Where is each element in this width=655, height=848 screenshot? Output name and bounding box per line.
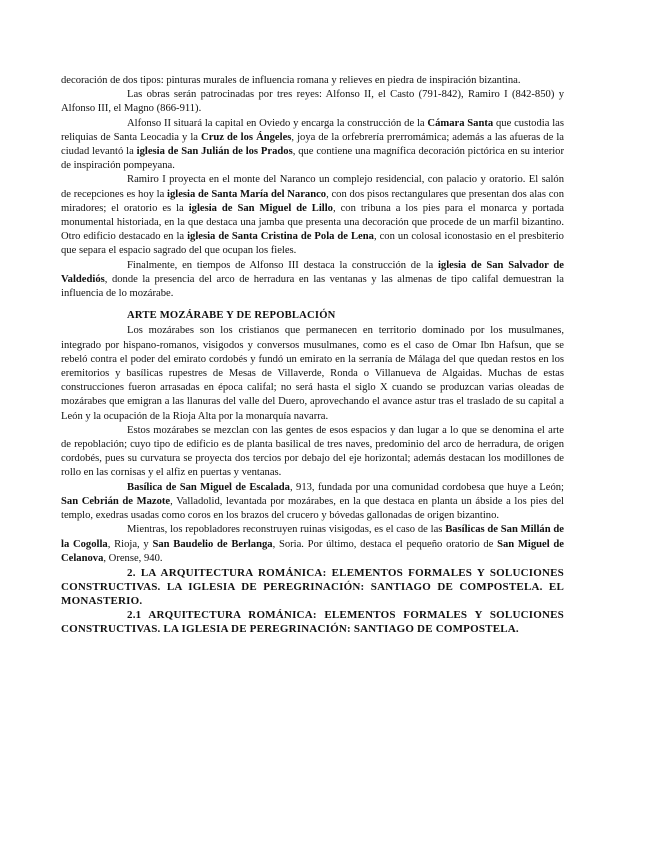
subsection-heading-2-1: 2.1 ARQUITECTURA ROMÁNICA: ELEMENTOS FORMALES Y SOLUCIONES CONSTRUCTIVAS. LA IGLESIA DE PEREGRINACIÓN: SANTIAGO DE COMPOSTELA. — [61, 608, 564, 635]
paragraph — [61, 74, 564, 88]
bold-term: Basílica de San Miguel de Escalada — [127, 481, 290, 493]
text-run: , donde la presencia del arco de herradura en las ventanas y las almenas de tipo califal demuestran la influencia de lo mozárabe. — [61, 273, 564, 300]
text-run: , con tribuna a los pies para el monarca y portada monumental historiada, en la que destaca una jamba que presenta una decoración que procede de un marfil bizantino. Otro edificio destacado en la — [61, 202, 564, 243]
text-run: que custodia las reliquias de Santa Leocadia y la — [61, 117, 564, 143]
bold-term: San Cebrián de Mazote — [61, 495, 171, 507]
text-run: , Orense, 940. — [103, 552, 163, 564]
text-run: , Soria. Por último, destaca el pequeño oratorio de — [272, 538, 498, 550]
section-heading-romanica: 2. LA ARQUITECTURA ROMÁNICA: ELEMENTOS FORMALES Y SOLUCIONES CONSTRUCTIVAS. LA IGLESIA DE PEREGRINACIÓN: SANTIAGO DE COMPOSTELA. EL MONASTERIO. — [61, 566, 564, 607]
bold-term: Cruz de los Ángeles — [201, 131, 292, 143]
text-run: , que contiene una magnífica decoración pictórica en su interior de inspiración pompeyana. — [61, 146, 564, 172]
paragraph — [61, 173, 564, 258]
text-run: , con un colosal iconostasio en el presbiterio que separa el espacio sagrado del que ocupan los fieles. — [61, 231, 564, 257]
document-page — [61, 74, 564, 636]
paragraph — [61, 88, 564, 116]
paragraph — [61, 259, 564, 302]
bold-term: iglesia de Santa Cristina de Pola de Lena — [187, 231, 374, 243]
text-run: Estos mozárabes se mezclan con las gentes de esos espacios y dan lugar a lo que se denomina el arte de repoblación; cuyo tipo de edificio es de planta basilical de tres naves, predominio del arco de herradura, de origen cordobés, pues su curvatura se proyecta dos tercios por debajo del eje horizontal; además destacan los modillones de rollo en las cornisas y el alfiz en puertas y ventanas. — [61, 424, 564, 479]
bold-term: San Baudelio de Berlanga — [152, 538, 273, 550]
text-run: , joya de la orfebrería prerromámica; además a las afueras de la ciudad levantó la — [61, 131, 564, 158]
paragraph — [61, 324, 564, 423]
paragraph — [61, 424, 564, 481]
text-run: Ramiro I proyecta en el monte del Naranco un complejo residencial, con palacio y oratorio. El salón de recepciones es hoy la — [61, 174, 564, 200]
intro-paragraphs — [61, 74, 564, 301]
text-run: Las obras serán patrocinadas por tres reyes: Alfonso II, el Casto (791-842), Ramiro I (842-850) y Alfonso III, el Magno (866-911). — [61, 89, 564, 115]
text-run: , 913, fundada por una comunidad cordobesa que huye a León; — [289, 481, 564, 493]
text-run: , Valladolid, levantada por mozárabes, en la que destaca en planta un ábside a los pies del templo, exedras usadas como coros en los brazos del crucero y bóvedas gallonadas de origen bizantino. — [61, 495, 564, 522]
text-run: Los mozárabes son los cristianos que permanecen en territorio dominado por los musulmanes, integrado por hispano-romanos, visigodos y conversos musulmanes, como es el caso de Omar Ibn Hafsun, que se rebeló contra el poder del emirato cordobés y fundó un emirato en la serranía de Málaga del que quedan restos en los eremitorios y basílicas rupestres de Mesas de Villaverde, Ronda o Villanueva de Algaidas. Muchas de estas construcciones fueron arrasadas en época califal; no será hasta el siglo X cuando se produzcan varias oleadas de mozárabes que emigran a las llanuras del valle del Duero, aprovechando el avance astur tras el traslado de su capital a León y la ocupación de la Rioja Alta por la monarquía navarra. — [61, 325, 564, 422]
paragraph — [61, 523, 564, 566]
bold-term: iglesia de San Julián de los Prados — [136, 146, 293, 158]
section-heading-mozarabe: ARTE MOZÁRABE Y DE REPOBLACIÓN — [127, 310, 336, 322]
paragraph — [61, 117, 564, 174]
text-run: Finalmente, en tiempos de Alfonso III destaca la construcción de la — [127, 259, 438, 271]
paragraph — [61, 481, 564, 524]
mozarabe-paragraphs — [61, 324, 564, 565]
bold-term: iglesia de Santa María del Naranco — [167, 188, 327, 200]
bold-term: Cámara Santa — [427, 117, 494, 129]
text-run: , con dos pisos rectangulares que presentan dos alas con miradores; el oratorio es la — [61, 188, 564, 214]
bold-term: iglesia de San Miguel de Lillo — [188, 202, 333, 214]
bold-term: Basílicas de San Millán de la Cogolla — [61, 524, 564, 550]
bold-term: San Miguel de Celanova — [61, 538, 564, 564]
text-run: decoración de dos tipos: pinturas murales de influencia romana y relieves en piedra de inspiración bizantina. — [61, 75, 521, 86]
bold-term: iglesia de San Salvador de Valdediós — [61, 259, 564, 285]
text-run: Mientras, los repobladores reconstruyen ruinas visigodas, es el caso de las — [127, 524, 446, 536]
text-run: , Rioja, y — [107, 538, 153, 550]
text-run: Alfonso II situará la capital en Oviedo y encarga la construcción de la — [127, 117, 428, 129]
